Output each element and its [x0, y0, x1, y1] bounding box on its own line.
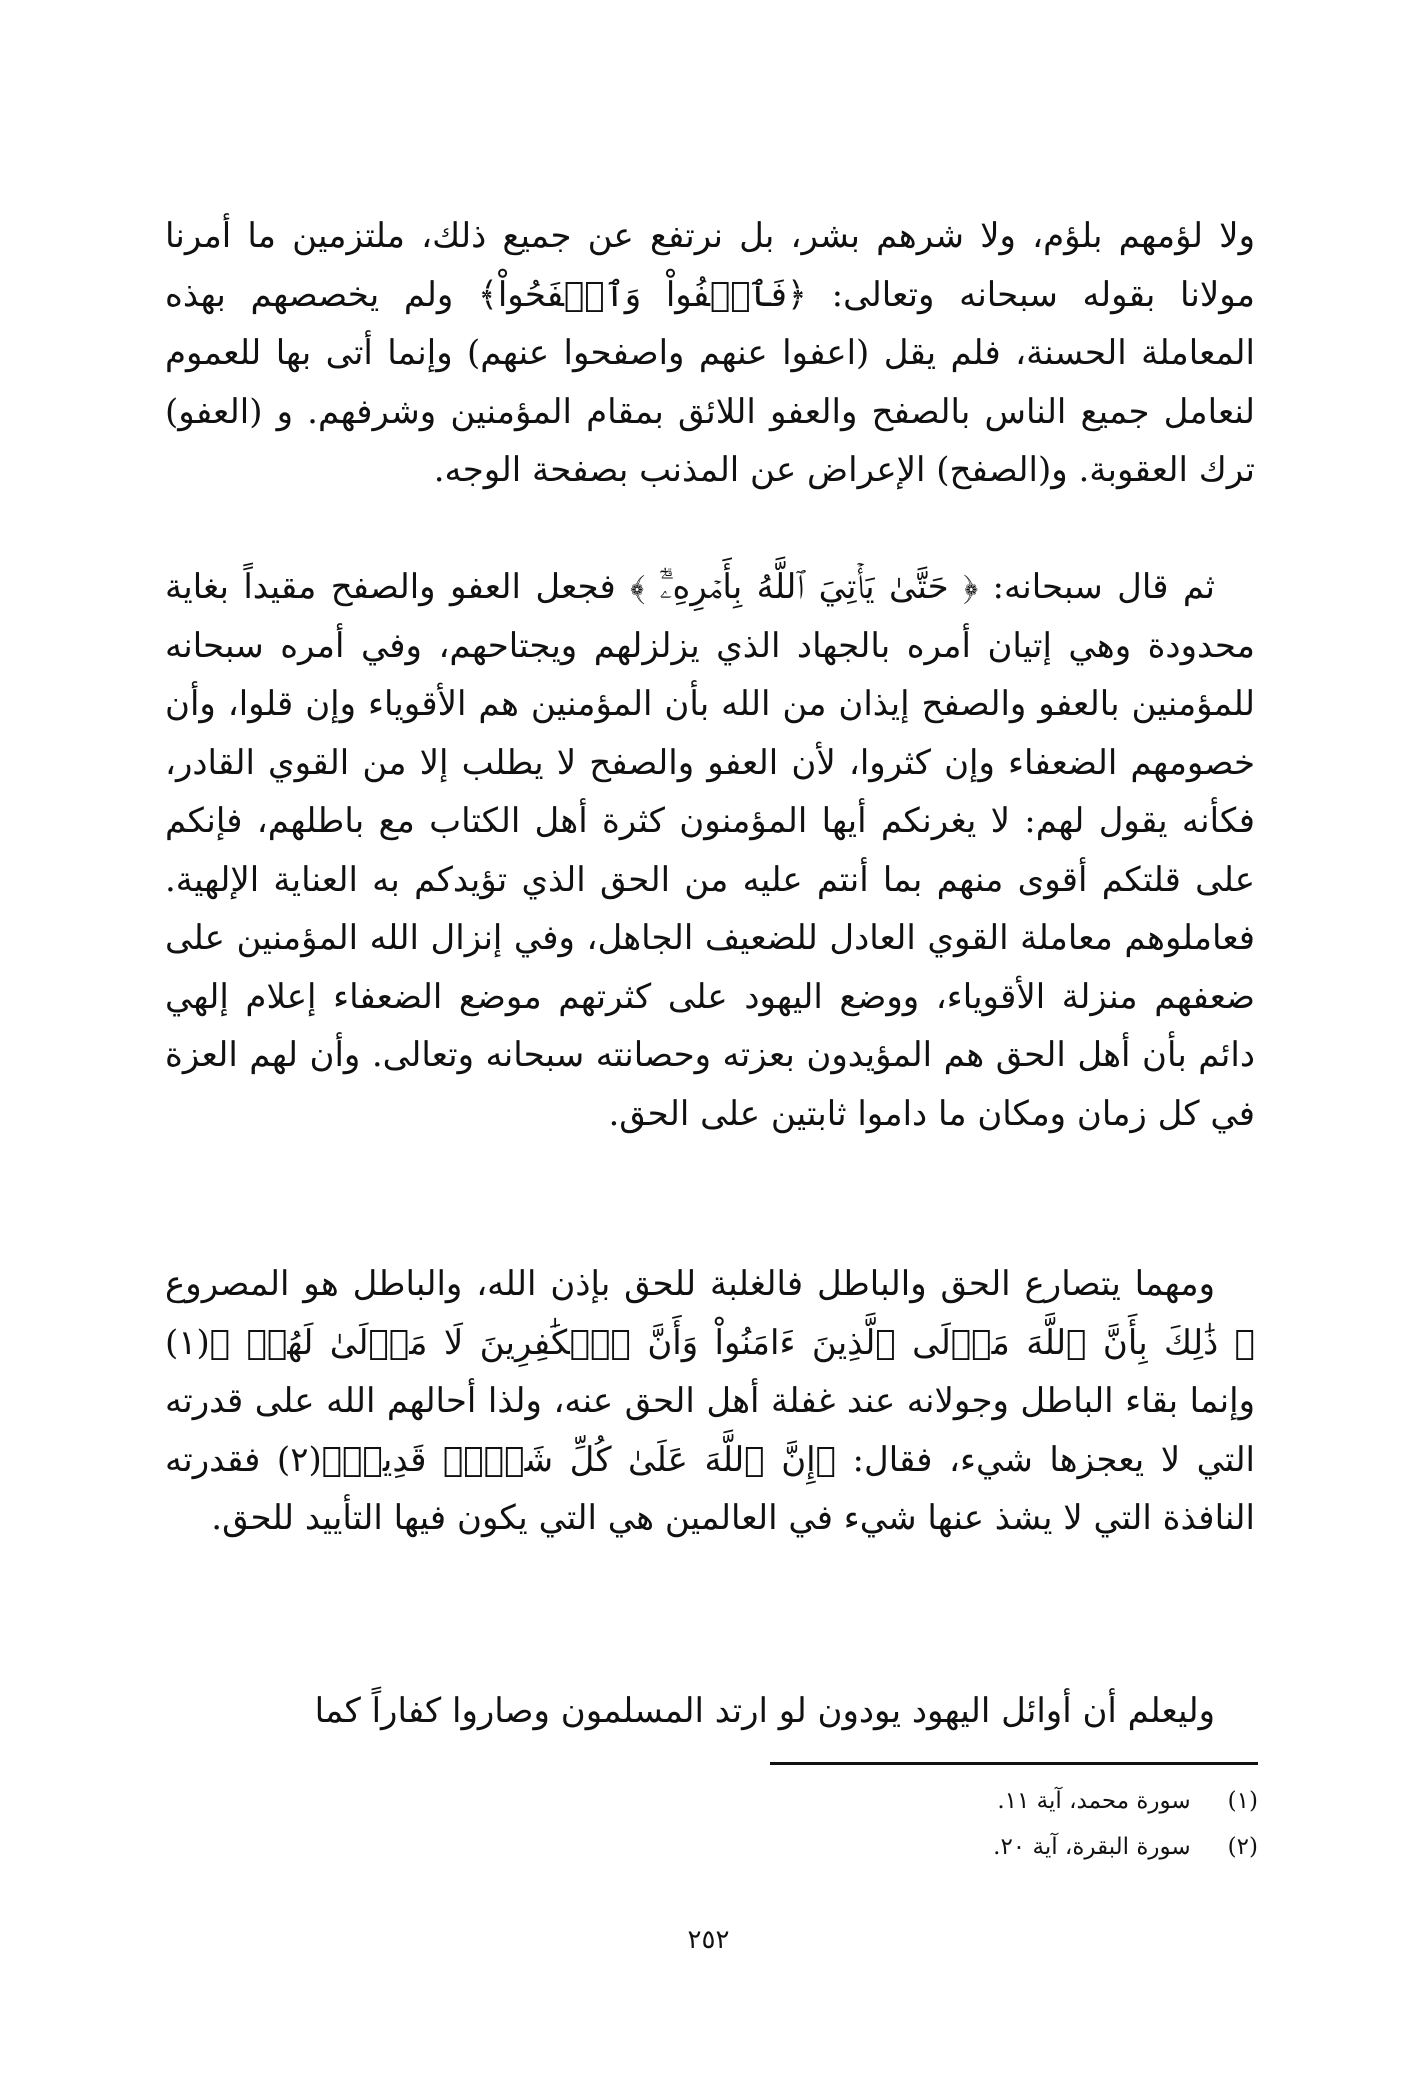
footnote-text: سورة محمد، آية ١١.	[997, 1788, 1191, 1814]
paragraph-text: ولا لؤمهم بلؤم، ولا شرهم بشر، بل نرتفع عن جميع ذلك، ملتزمين ما أمرنا مولانا بقوله سبحانه وتعالى: ﴿فَٱعۡفُواْ وَٱصۡفَحُواْ﴾ ولم يخصصهم بهذه المعاملة الحسنة، فلم يقل (اعفوا عنهم واصفحوا عنهم) وإنما أتى بها للعموم لنعامل جميع الناس بالصفح والعفو اللائق بمقام المؤمنين وشرفهم. و (العفو) ترك العقوبة. و(الصفح) الإعراض عن المذنب بصفحة الوجه.	[165, 216, 1255, 490]
footnote-number: (٢)	[1227, 1834, 1258, 1860]
footnote-number: (١)	[1227, 1788, 1258, 1814]
page-number: ٢٥٢	[687, 1925, 730, 1955]
paragraph-text: ثم قال سبحانه: ﴿ حَتَّىٰ يَأۡتِيَ ٱللَّهُ بِأَمۡرِهِۦٓۗ ﴾ فجعل العفو والصفح مقيداً بغاية محدودة وهي إتيان أمره بالجهاد الذي يزلزلهم ويجتاحهم، وفي أمره سبحانه للمؤمنين بالعفو والصفح إيذان من الله بأن المؤمنين هم الأقوياء وإن قلوا، وأن خصومهم الضعفاء وإن كثروا، لأن العفو والصفح لا يطلب إلا من القوي القادر، فكأنه يقول لهم: لا يغرنكم أيها المؤمنون كثرة أهل الكتاب مع باطلهم، فإنكم على قلتكم أقوى منهم بما أنتم عليه من الحق الذي تؤيدكم به العناية الإلهية. فعاملوهم معاملة القوي العادل للضعيف الجاهل، وفي إنزال الله المؤمنين على ضعفهم منزلة الأقوياء، ووضع اليهود على كثرتهم موضع الضعفاء إعلام إلهي دائم بأن أهل الحق هم المؤيدون بعزته وحصانته سبحانه وتعالى. وأن لهم العزة في كل زمان ومكان ما داموا ثابتين على الحق.	[165, 567, 1256, 1134]
paragraph-2	[165, 558, 1255, 1143]
paragraph-1	[165, 207, 1255, 500]
footnote-text: سورة البقرة، آية ٢٠.	[993, 1834, 1191, 1860]
paragraph-4	[165, 1682, 1255, 1741]
footnote-1	[700, 1778, 1258, 1824]
footnote-2	[700, 1824, 1258, 1870]
footnote-divider	[770, 1762, 1258, 1765]
paragraph-text: وليعلم أن أوائل اليهود يودون لو ارتد المسلمون وصاروا كفاراً كما	[314, 1691, 1215, 1731]
paragraph-text: ومهما يتصارع الحق والباطل فالغلبة للحق بإذن الله، والباطل هو المصروع ﴿ ذَٰلِكَ بِأَنَّ ٱللَّهَ مَوۡلَى ٱلَّذِينَ ءَامَنُواْ وَأَنَّ ٱلۡكَٰفِرِينَ لَا مَوۡلَىٰ لَهُمۡ ﴾(١) وإنما بقاء الباطل وجولانه عند غفلة أهل الحق عنه، ولذا أحالهم الله على قدرته التي لا يعجزها شيء، فقال: ﴿إِنَّ ٱللَّهَ عَلَىٰ كُلِّ شَيۡءٖ قَدِيرٞ﴾(٢) فقدرته النافذة التي لا يشذ عنها شيء في العالمين هي التي يكون فيها التأييد للحق.	[165, 1264, 1255, 1538]
footnotes	[700, 1778, 1258, 1870]
paragraph-3	[165, 1255, 1255, 1548]
